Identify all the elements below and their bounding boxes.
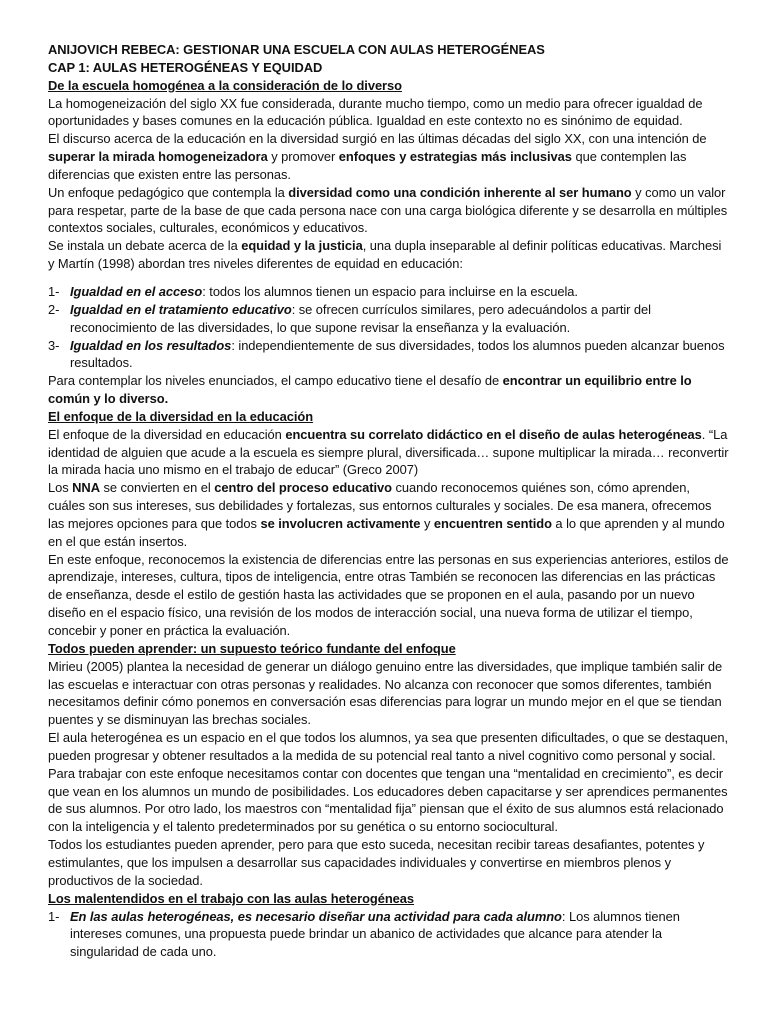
paragraph: Los NNA se convierten en el centro del proceso educativo cuando reconocemos quiénes son, cómo aprenden, cuáles son sus intereses, sus debilidades y fortalezas, sus entornos culturales y sociales. De esa manera, ofrecemos las mejores opciones para que todos se involucren activamente y encuentren sentido a lo que aprenden y al mundo en el que están insertos.	[48, 480, 725, 549]
paragraph: El discurso acerca de la educación en la diversidad surgió en las últimas décadas del siglo XX, con una intención de superar la mirada homogeneizadora y promover enfoques y estrategias más inclusivas que contemplen las diferencias que existen entre las personas.	[48, 131, 707, 182]
equity-levels-list	[48, 283, 730, 372]
paragraph: En este enfoque, reconocemos la existencia de diferencias entre las personas en sus experiencias anteriores, estilos de aprendizaje, intereses, cultura, tipos de inteligencia, entre otras También se reconocen las diferencias en las prácticas de enseñanza, desde el estilo de gestión hasta las actividades que se proponen en el aula, pasando por un nuevo diseño en el espacio físico, una revisión de los modos de interacción social, una nueva forma de utilizar el tiempo, concebir y poner en práctica la evaluación.	[48, 551, 729, 638]
paragraph: El enfoque de la diversidad en educación encuentra su correlato didáctico en el diseño de aulas heterogéneas. “La identidad de alguien que acude a la escuela es siempre plural, diversificada… supone multiplicar la mirada… reconvertir la mirada hacia uno mismo en el trabajo de educar” (Greco 2007)	[48, 426, 729, 478]
chapter-title: CAP 1: AULAS HETEROGÉNEAS Y EQUIDAD	[48, 59, 323, 75]
paragraph: Todos los estudiantes pueden aprender, pero para que esto suceda, necesitan recibir tareas desafiantes, potentes y estimulantes, que los impulsen a desarrollar sus capacidades individuales y convertirse en miembros plenos y productivos de la sociedad.	[48, 837, 705, 888]
paragraph: Mirieu (2005) plantea la necesidad de generar un diálogo genuino entre las diversidades, que implique también salir de las escuelas e interactuar con otras personas y realidades. No alcanza con reconocer que somos diferentes, también necesitamos definir cómo ponemos en conversación esas diferencias para lograr un mundo mejor en el que se tiendan puentes y se disminuyan las brechas sociales.	[48, 658, 723, 728]
paragraph: Se instala un debate acerca de la equidad y la justicia, una dupla inseparable al definir políticas educativas. Marchesi y Martín (1998) abordan tres niveles diferentes de equidad en educación:	[48, 238, 722, 272]
document-title: ANIJOVICH REBECA: GESTIONAR UNA ESCUELA CON AULAS HETEROGÉNEAS	[48, 42, 545, 57]
list-item: 1- En las aulas heterogéneas, es necesario diseñar una actividad para cada alumno: Los alumnos tienen intereses comunes, una propuesta puede brindar un abanico de actividades que alcance para atender la singularidad de cada uno.	[48, 908, 680, 960]
section-heading-3: Todos pueden aprender: un supuesto teórico fundante del enfoque	[48, 640, 456, 656]
section-heading-4: Los malentendidos en el trabajo con las aulas heterogéneas	[48, 890, 415, 906]
list-item: 3- Igualdad en los resultados: independientemente de sus diversidades, todos los alumnos pueden alcanzar buenos resultados.	[48, 337, 725, 371]
paragraph: Para trabajar con este enfoque necesitamos contar con docentes que tengan una “mentalidad en crecimiento”, es decir que vean en los alumnos un mundo de posibilidades. Los educadores deben capacitarse y ser aprendices permanentes de sus alumnos. Por otro lado, los maestros con “mentalidad fija” piensan que el éxito de sus alumnos está relacionado con la inteligencia y el talento predeterminados por su genética o su entorno sociocultural.	[48, 765, 728, 835]
paragraph: El aula heterogénea es un espacio en el que todos los alumnos, ya sea que presenten dificultades, o que se destaquen, pueden progresar y obtener resultados a la medida de su potencial real tanto a nivel cognitivo como personal y social.	[48, 730, 728, 763]
misunderstandings-list	[48, 908, 730, 962]
section-heading-1: De la escuela homogénea a la consideración de lo diverso	[48, 77, 402, 93]
paragraph: Un enfoque pedagógico que contempla la diversidad como una condición inherente al ser humano y como un valor para respetar, parte de la base de que cada persona nace con una carga biológica diferente y se desarrolla en múltiples contextos sociales, culturales, económicos y educativos.	[48, 184, 728, 236]
section-heading-2: El enfoque de la diversidad en la educación	[48, 408, 314, 424]
list-item: 1- Igualdad en el acceso: todos los alumnos tienen un espacio para incluirse en la escuela.	[48, 283, 578, 299]
paragraph: La homogeneización del siglo XX fue considerada, durante mucho tiempo, como un medio para ofrecer igualdad de oportunidades y bases comunes en la educación pública. Igualdad en este contexto no es sinónimo de equidad.	[48, 95, 703, 129]
list-item: 2- Igualdad en el tratamiento educativo: se ofrecen currículos similares, pero adecuándolos a partir del reconocimiento de las diversidades, lo que supone revisar la enseñanza y la evaluación.	[48, 301, 651, 335]
paragraph: Para contemplar los niveles enunciados, el campo educativo tiene el desafío de encontrar un equilibrio entre lo común y lo diverso.	[48, 373, 692, 407]
